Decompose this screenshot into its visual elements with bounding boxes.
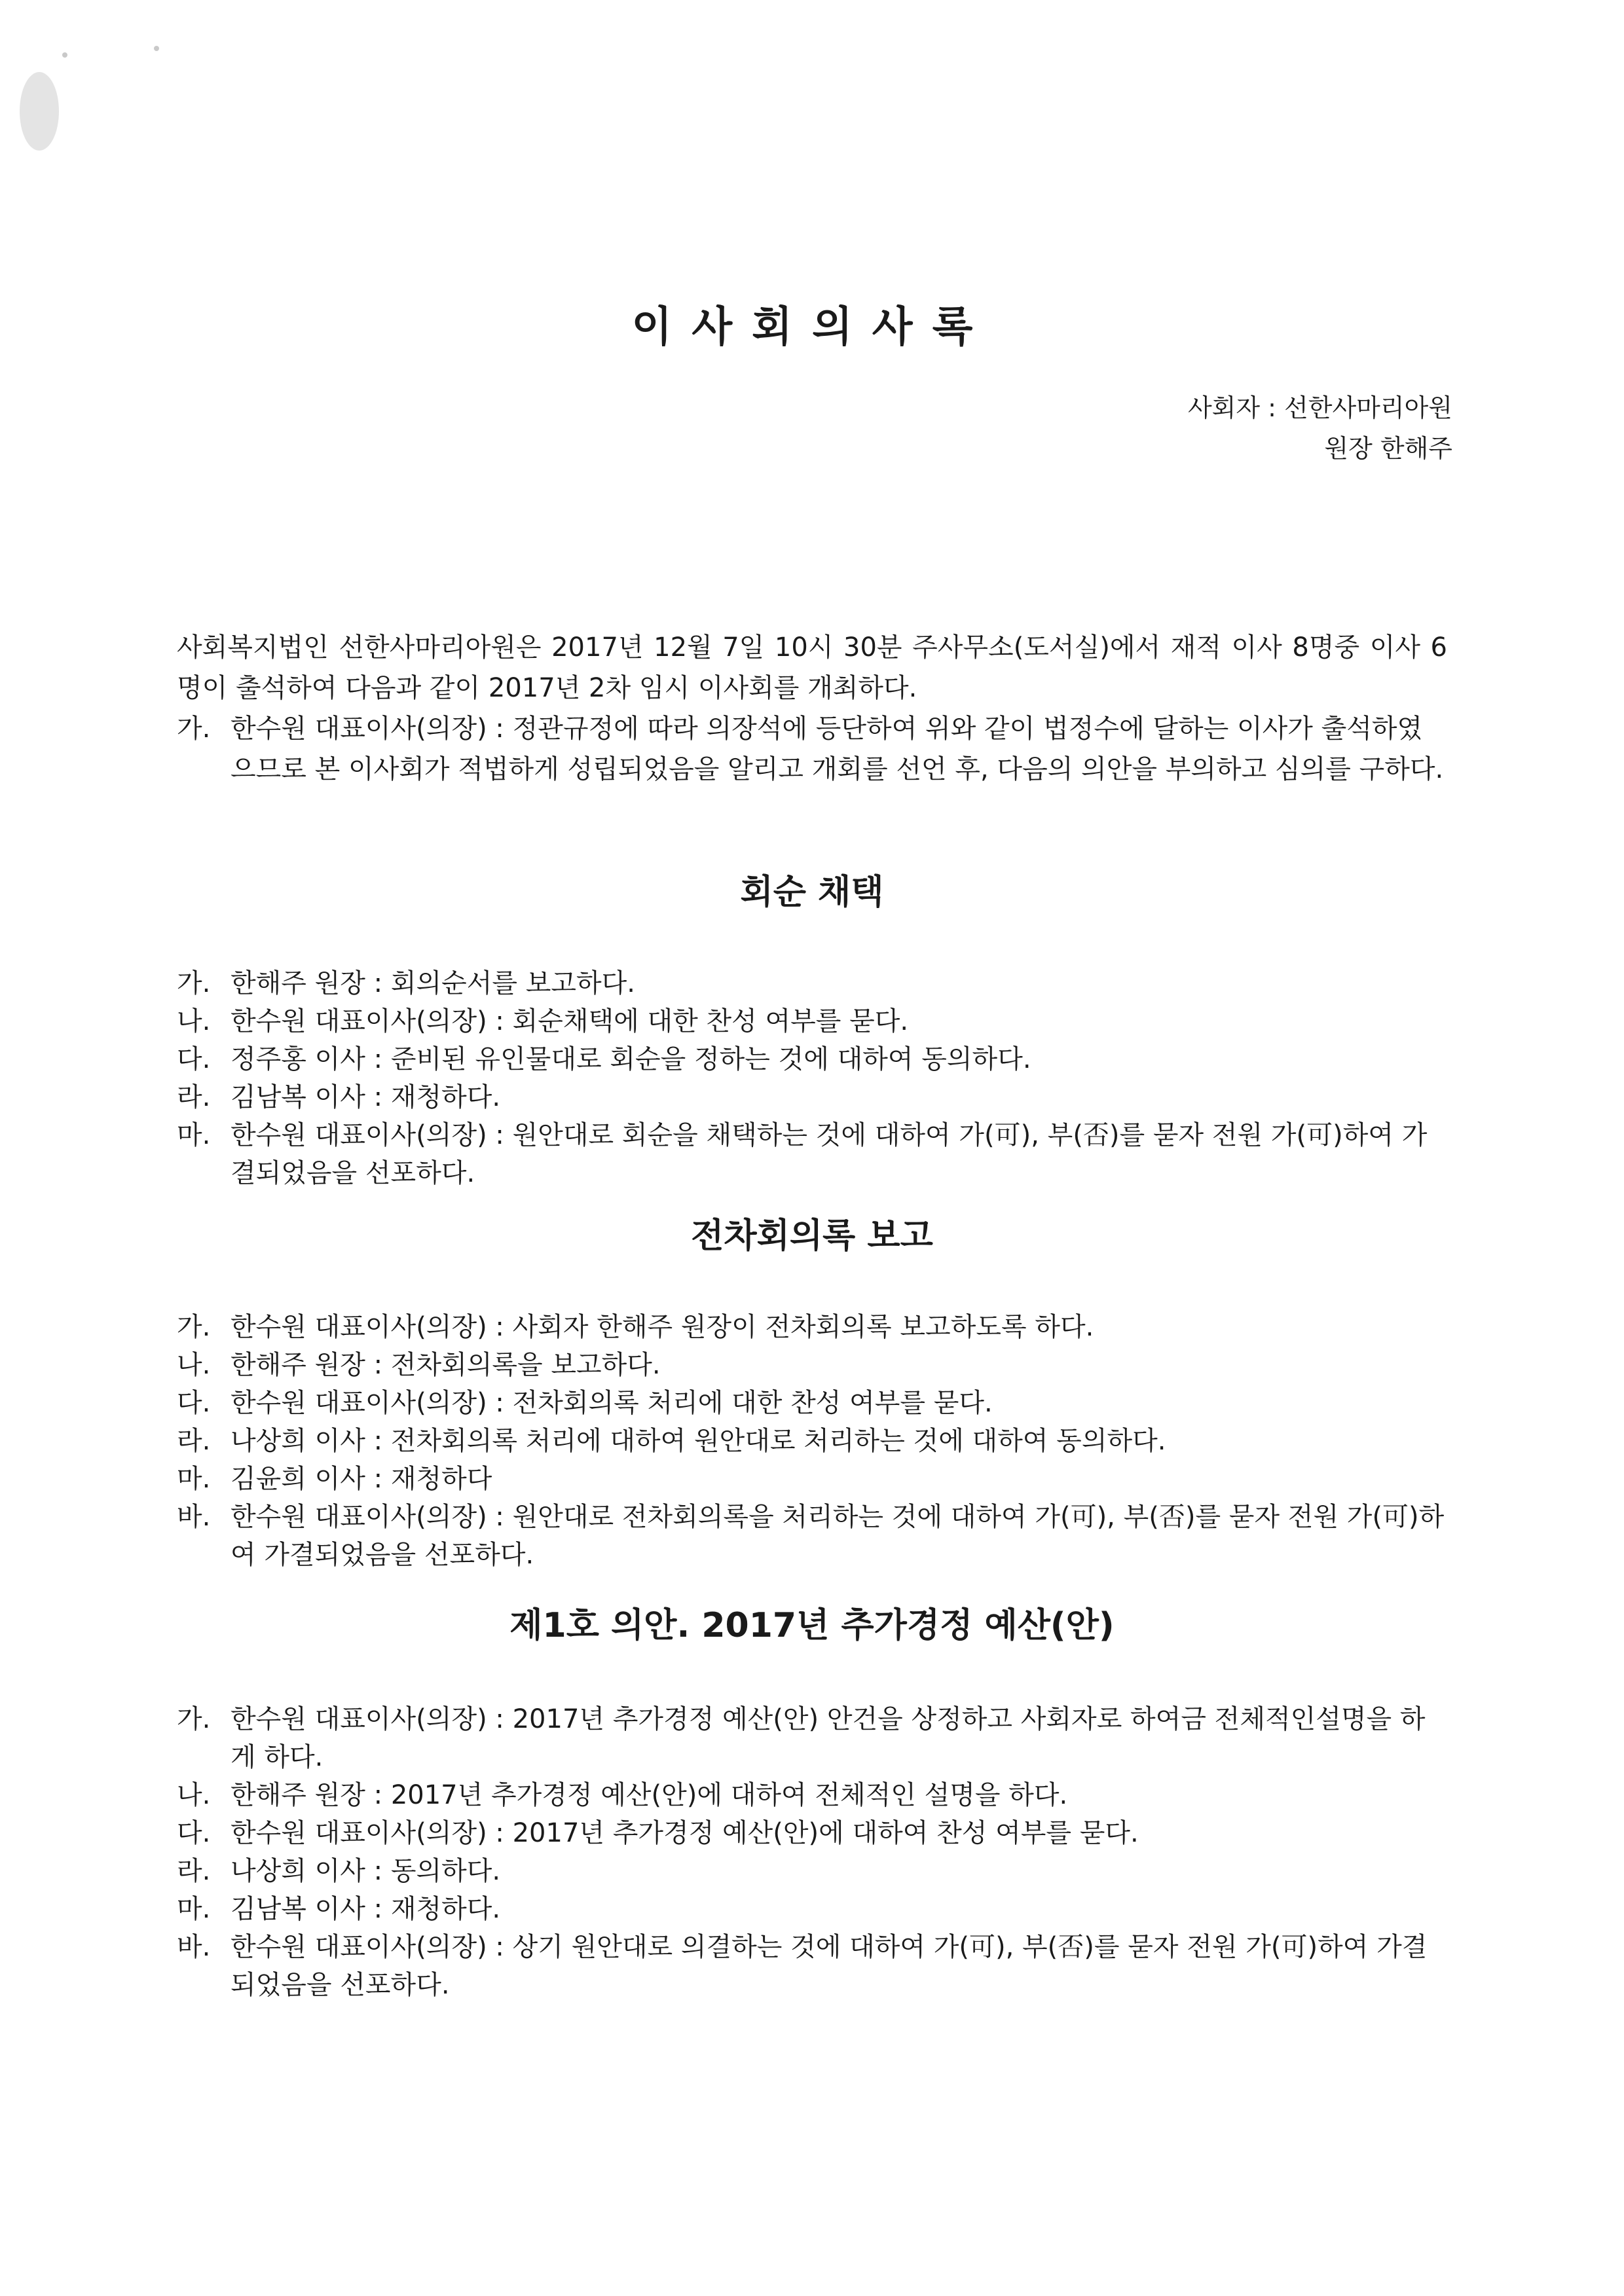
list-item [177, 1776, 1447, 1814]
item-marker: 가. [177, 1312, 211, 1342]
item-text: 한수원 대표이사(의장) : 원안대로 전차회의록을 처리하는 것에 대하여 가(可), 부(否)를 묻자 전원 가(可)하여 가결되었음을 선포하다. [231, 1502, 1445, 1570]
item-marker: 바. [177, 1932, 211, 1962]
intro-paragraph: 사회복지법인 선한사마리아원은 2017년 12월 7일 10시 30분 주사무소(도서실)에서 재적 이사 8명중 이사 6명이 출석하여 다음과 같이 2017년 2차 임시 이사회를 개최하다. [177, 632, 1447, 703]
item-text: 나상희 이사 : 동의하다. [231, 1856, 501, 1886]
issuer-block [1188, 388, 1452, 469]
list-item [177, 1384, 1447, 1422]
list-item [177, 1422, 1447, 1460]
item-marker: 라. [177, 1856, 211, 1886]
item-text: 정주홍 이사 : 준비된 유인물대로 회순을 정하는 것에 대하여 동의하다. [231, 1044, 1031, 1074]
item-text: 한수원 대표이사(의장) : 상기 원안대로 의결하는 것에 대하여 가(可), 부(否)를 묻자 전원 가(可)하여 가결되었음을 선포하다. [231, 1932, 1428, 2000]
list-item [177, 1346, 1447, 1384]
list-item [177, 964, 1447, 1002]
item-marker: 마. [177, 1894, 211, 1924]
section-heading: 전차회의록 보고 [691, 1216, 933, 1256]
item-marker: 라. [177, 1082, 211, 1112]
section-heading: 제1호 의안. 2017년 추가경정 예산(안) [509, 1606, 1115, 1645]
list-item [177, 1460, 1447, 1498]
list-item [177, 1116, 1447, 1192]
list-item [177, 1040, 1447, 1078]
item-marker: 다. [177, 1388, 211, 1418]
section-agenda-adoption [177, 864, 1447, 1192]
list-item [177, 1002, 1447, 1040]
item-text: 한수원 대표이사(의장) : 정관규정에 따라 의장석에 등단하여 위와 같이 법정수에 달하는 이사가 출석하였으므로 본 이사회가 적법하게 성립되었음을 알리고 개회를 선언 후, 다음의 의안을 부의하고 심의를 구하다. [231, 714, 1444, 784]
scan-speck [154, 46, 159, 51]
item-text: 한해주 원장 : 회의순서를 보고하다. [231, 968, 636, 998]
item-list [177, 1308, 1447, 1574]
item-text: 한수원 대표이사(의장) : 2017년 추가경정 예산(안) 안건을 상정하고 사회자로 하여금 전체적인설명을 하게 하다. [231, 1704, 1426, 1772]
item-text: 나상희 이사 : 전차회의록 처리에 대하여 원안대로 처리하는 것에 대하여 동의하다. [231, 1426, 1166, 1456]
item-marker: 다. [177, 1044, 211, 1074]
list-item [177, 1308, 1447, 1346]
item-list [177, 1700, 1447, 2004]
item-text: 한수원 대표이사(의장) : 2017년 추가경정 예산(안)에 대하여 찬성 여부를 묻다. [231, 1818, 1139, 1848]
item-text: 한해주 원장 : 전차회의록을 보고하다. [231, 1350, 661, 1380]
item-text: 김윤희 이사 : 재청하다 [231, 1464, 492, 1494]
item-list [177, 964, 1447, 1192]
item-text: 한해주 원장 : 2017년 추가경정 예산(안)에 대하여 전체적인 설명을 하다. [231, 1780, 1068, 1810]
item-marker: 나. [177, 1006, 211, 1036]
item-text: 김남복 이사 : 재청하다. [231, 1082, 501, 1112]
list-item [177, 1498, 1447, 1574]
item-marker: 가. [177, 1704, 211, 1734]
list-item [177, 1890, 1447, 1928]
item-marker: 마. [177, 1464, 211, 1494]
item-marker: 바. [177, 1502, 211, 1532]
section-previous-minutes [177, 1208, 1447, 1574]
document-title: 이사회의사록 [631, 302, 993, 352]
list-item [177, 1700, 1447, 1776]
item-text: 김남복 이사 : 재청하다. [231, 1894, 501, 1924]
item-marker: 마. [177, 1120, 211, 1150]
section-agenda-1-budget [177, 1597, 1447, 2004]
list-item [177, 1852, 1447, 1890]
item-text: 한수원 대표이사(의장) : 전차회의록 처리에 대한 찬성 여부를 묻다. [231, 1388, 993, 1418]
list-item [177, 1814, 1447, 1852]
item-text: 한수원 대표이사(의장) : 원안대로 회순을 채택하는 것에 대하여 가(可), 부(否)를 묻자 전원 가(可)하여 가결되었음을 선포하다. [231, 1120, 1428, 1188]
list-item [177, 1078, 1447, 1116]
issuer-line-1: 사회자 : 선한사마리아원 [1187, 393, 1452, 422]
section-heading: 회순 채택 [740, 873, 884, 912]
list-item [177, 1928, 1447, 2004]
item-marker: 나. [177, 1780, 211, 1810]
opening-item [177, 708, 1447, 790]
item-text: 한수원 대표이사(의장) : 회순채택에 대한 찬성 여부를 묻다. [231, 1006, 909, 1036]
item-marker: 가. [177, 714, 211, 744]
item-marker: 다. [177, 1818, 211, 1848]
item-marker: 가. [177, 968, 211, 998]
item-text: 한수원 대표이사(의장) : 사회자 한해주 원장이 전차회의록 보고하도록 하다. [231, 1312, 1094, 1342]
item-marker: 라. [177, 1426, 211, 1456]
item-marker: 나. [177, 1350, 211, 1380]
scan-speck [20, 72, 59, 151]
issuer-line-2: 원장 한해주 [1324, 434, 1452, 463]
scan-speck [62, 52, 67, 58]
